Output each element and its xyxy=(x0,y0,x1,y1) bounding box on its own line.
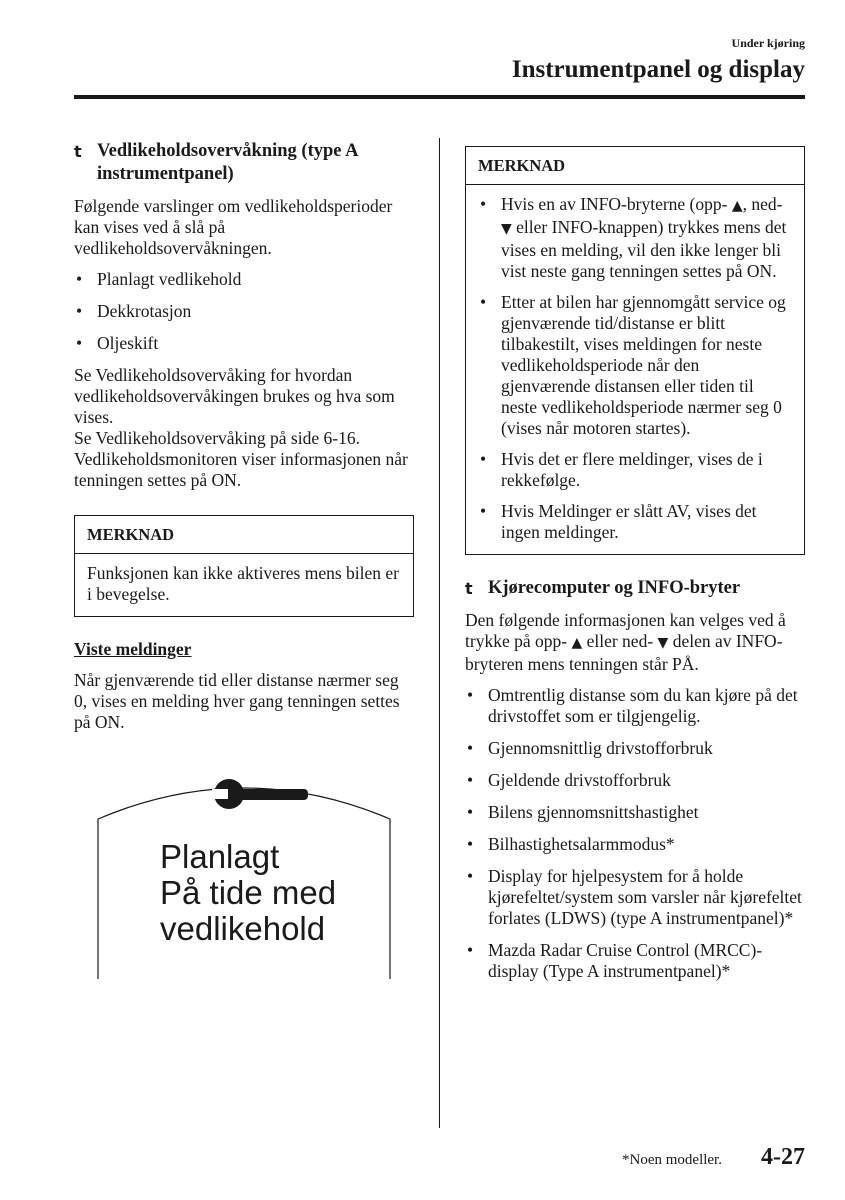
footnote: *Noen modeller. xyxy=(622,1152,722,1168)
heading-text: Kjørecomputer og INFO-bryter xyxy=(488,578,741,598)
list-item: • Gjeldende drivstofforbruk xyxy=(467,770,671,790)
list-item: • Mazda Radar Cruise Control (MRCC)-display (Type A instrumentpanel)* xyxy=(467,940,763,981)
header-rule xyxy=(74,95,805,99)
bullet-icon: • xyxy=(467,834,474,854)
body-text xyxy=(74,365,414,491)
intro-paragraph: Følgende varslinger om vedlikeholdsperioder kan vises ved å slå på vedlikeholdsovervåkningen. xyxy=(74,196,393,258)
right-column xyxy=(465,140,805,993)
left-column xyxy=(74,140,414,979)
bullet-icon: • xyxy=(480,292,487,312)
subheading-body: Når gjenværende tid eller distanse nærmer seg 0, vises en melding hver gang tenningen settes på ON. xyxy=(74,670,400,732)
wrench-icon xyxy=(212,779,308,809)
note-title: MERKNAD xyxy=(466,147,804,185)
list-item: • Hvis det er flere meldinger, vises de i rekkefølge. xyxy=(480,449,763,490)
heading-marker: t xyxy=(465,579,473,598)
bullet-icon: • xyxy=(480,449,487,469)
page-number: 4-27 xyxy=(761,1144,805,1170)
bullet-icon: • xyxy=(76,301,83,321)
bullet-icon: • xyxy=(467,866,474,886)
list-item: • Hvis Meldinger er slått AV, vises det ingen meldinger. xyxy=(480,501,757,542)
section-label: Under kjøring xyxy=(731,36,805,50)
up-arrow-icon: ▲ xyxy=(571,635,583,651)
bullet-icon: • xyxy=(480,194,487,214)
body-line: Se Vedlikeholdsovervåking for hvordan vedlikeholdsovervåkingen brukes og hva som vises. xyxy=(74,365,395,427)
list-item: • Omtrentlig distanse som du kan kjøre på det drivstoffet som er tilgjengelig. xyxy=(467,685,798,726)
note-box xyxy=(465,146,805,555)
note-body: Funksjonen kan ikke aktiveres mens bilen er i bevegelse. xyxy=(87,563,400,604)
bullet-icon: • xyxy=(467,802,474,822)
display-line: vedlikehold xyxy=(160,910,326,947)
display-line: Planlagt xyxy=(160,838,280,875)
note-box xyxy=(74,515,414,617)
bullet-icon: • xyxy=(467,685,474,705)
bullet-icon: • xyxy=(467,940,474,960)
up-arrow-icon: ▲ xyxy=(731,198,743,214)
heading-marker: t xyxy=(74,142,82,161)
body-line: Se Vedlikeholdsovervåking på side 6-16. xyxy=(74,428,360,448)
note-list xyxy=(478,194,792,543)
list-item: • Planlagt vedlikehold xyxy=(76,269,242,289)
bullet-icon: • xyxy=(76,333,83,353)
intro-paragraph: Den følgende informasjonen kan velges ved å trykke på opp- ▲ eller ned- ▼ delen av INFO-bryteren mens tenningen står PÅ. xyxy=(465,610,786,674)
notification-list xyxy=(74,269,414,354)
down-arrow-icon: ▼ xyxy=(501,221,512,237)
note-body xyxy=(466,185,804,554)
bullet-icon: • xyxy=(467,770,474,790)
list-item: • Hvis en av INFO-bryterne (opp- ▲, ned- ▼ eller INFO-knappen) trykkes mens det vises en melding, vil den ikke lenger bli vist neste gang tenningen settes på ON. xyxy=(480,194,787,281)
bullet-icon: • xyxy=(76,269,83,289)
section-heading-maintenance xyxy=(74,140,414,186)
list-item: • Gjennomsnittlig drivstofforbruk xyxy=(467,738,713,758)
heading-text: Vedlikeholdsovervåkning (type A instrumentpanel) xyxy=(97,141,358,184)
display-line: På tide med xyxy=(160,874,337,911)
note-title: MERKNAD xyxy=(75,516,413,554)
subheading: Viste meldinger xyxy=(74,639,192,659)
info-list xyxy=(465,685,805,982)
list-item: • Oljeskift xyxy=(76,333,159,353)
list-item: • Bilens gjennomsnittshastighet xyxy=(467,802,699,822)
maintenance-display-illustration xyxy=(74,767,414,979)
section-heading-trip-computer xyxy=(465,577,805,600)
bullet-icon: • xyxy=(480,501,487,521)
body-line: Vedlikeholdsmonitoren viser informasjonen når tenningen settes på ON. xyxy=(74,449,408,490)
list-item: • Display for hjelpesystem for å holde kjørefeltet/system som varsler når kjørefeltet forlates (LDWS) (type A instrumentpanel)* xyxy=(467,866,802,928)
page-title: Instrumentpanel og display xyxy=(511,56,805,83)
list-item: • Bilhastighetsalarmmodus* xyxy=(467,834,675,854)
bullet-icon: • xyxy=(467,738,474,758)
column-divider xyxy=(439,138,440,1128)
list-item: • Etter at bilen har gjennomgått service og gjenværende tid/distanse er blitt tilbakestilt, vises meldingen for neste vedlikeholdsperiode når den gjenværende distansen eller tiden til neste vedlikeholdsperiode nærmer seg 0 (vises når motoren startes). xyxy=(480,292,786,438)
display-message xyxy=(160,839,336,947)
list-item: • Dekkrotasjon xyxy=(76,301,192,321)
down-arrow-icon: ▼ xyxy=(657,635,669,651)
